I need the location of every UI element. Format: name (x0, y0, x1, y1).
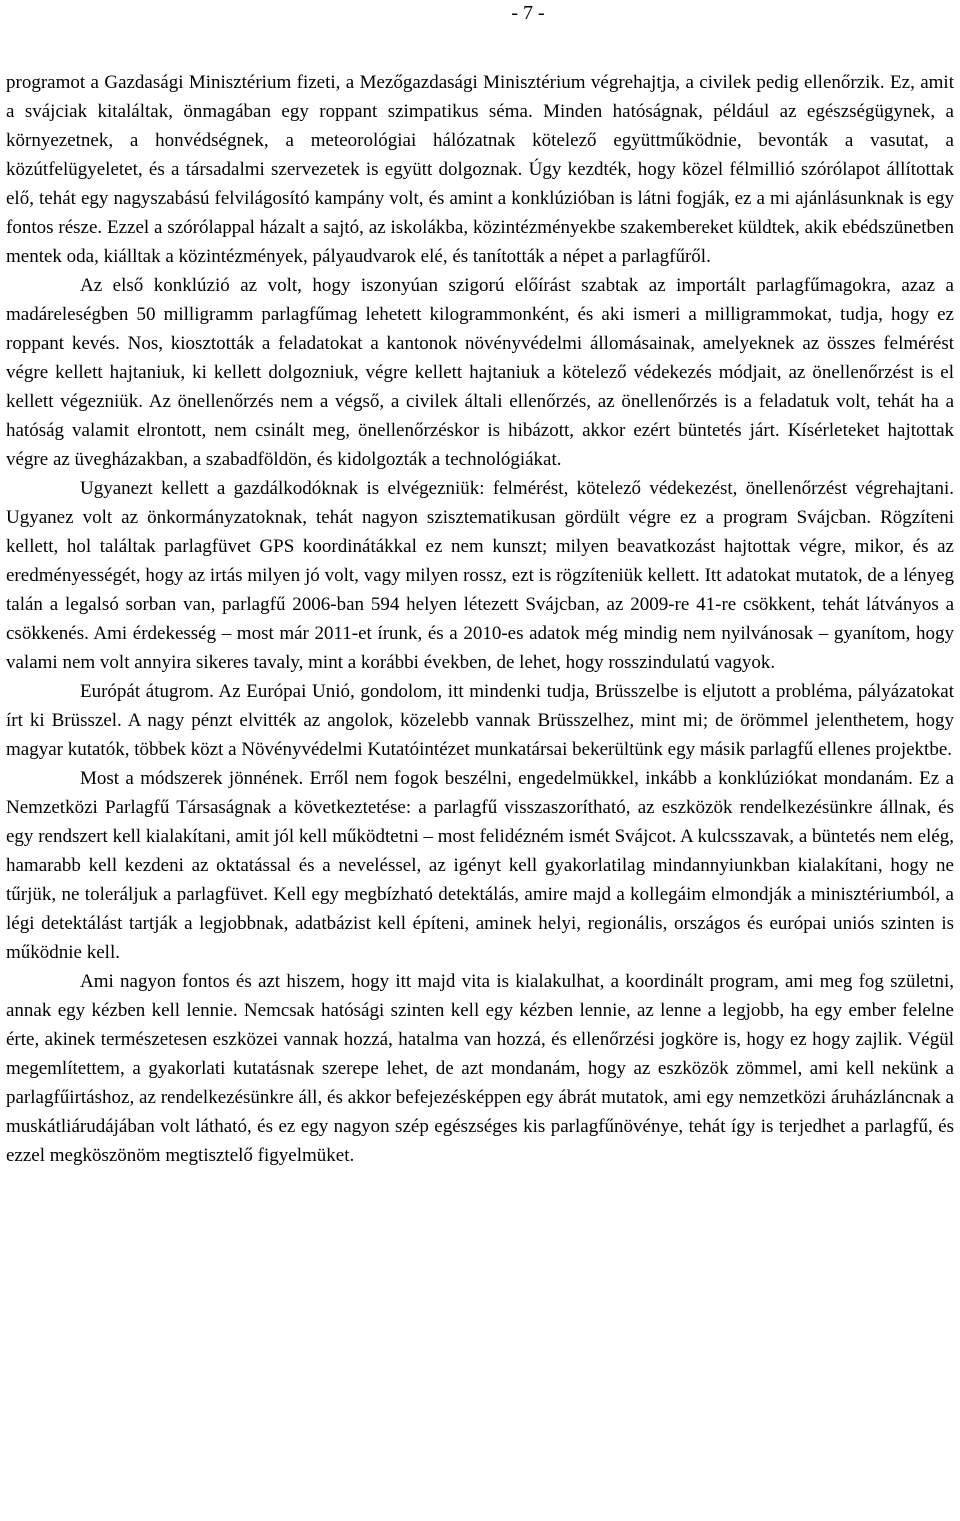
paragraph-1: programot a Gazdasági Minisztérium fizeti, a Mezőgazdasági Minisztérium végrehajtja, a civilek pedig ellenőrzik. Ez, amit a svájciak kitaláltak, önmagában egy roppant szimpatikus séma. Minden hatóságnak, például az egészségügynek, a környezetnek, a honvédségnek, a meteorológiai hálózatnak kötelező együttműködnie, bevonták a vasutat, a közútfelügyeletet, és a társadalmi szervezetek is együtt dolgoznak. Úgy kezdték, hogy közel félmillió szórólapot állítottak elő, tehát egy nagyszabású felvilágosító kampány volt, és amint a konklúzióban is látni fogják, ez a mi ajánlásunknak is egy fontos része. Ezzel a szórólappal házalt a sajtó, az iskolákba, közintézményekbe szakembereket küldtek, akik ebédszünetben mentek oda, kiálltak a közintézmények, pályaudvarok elé, és tanították a népet a parlagfűről. (6, 72, 954, 267)
paragraph-2: Az első konklúzió az volt, hogy iszonyúan szigorú előírást szabtak az importált parlagfűmagokra, azaz a madáreleségben 50 milligramm parlagfűmag lehetett kilogrammonként, és aki ismeri a milligrammokat, tudja, hogy ez roppant kevés. Nos, kiosztották a feladatokat a kantonok növényvédelmi állomásainak, amelyeknek az összes felmérést végre kellett hajtaniuk, ki kellett dolgozniuk, végre kellett hajtaniuk a kötelező védekezés módjait, az önellenőrzést is el kellett végezniük. Az önellenőrzés nem a végső, a civilek általi ellenőrzés, az önellenőrzés is a feladatuk volt, tehát ha a hatóság valamit elrontott, nem csinált meg, önellenőrzéskor is hibázott, akkor ezért büntetés járt. Kísérleteket hajtottak végre az üvegházakban, a szabadföldön, és kidolgozták a technológiákat. (6, 275, 954, 470)
paragraph-3: Ugyanezt kellett a gazdálkodóknak is elvégezniük: felmérést, kötelező védekezést, önellenőrzést végrehajtani. Ugyanez volt az önkormányzatoknak, tehát nagyon szisztematikusan gördült végre ez a program Svájcban. Rögzíteni kellett, hol találtak parlagfüvet GPS koordinátákkal ez nem kunszt; milyen beavatkozást hajtottak végre, mikor, és az eredményességét, hogy az irtás milyen jó volt, vagy milyen rossz, ezt is rögzíteniük kellett. Itt adatokat mutatok, de a lényeg talán a legalsó sorban van, parlagfű 2006-ban 594 helyen létezett Svájcban, az 2009-re 41-re csökkent, tehát látványos a csökkenés. Ami érdekesség – most már 2011-et írunk, és a 2010-es adatok még mindig nem nyilvánosak – gyanítom, hogy valami nem volt annyira sikeres tavaly, mint a korábbi években, de lehet, hogy rosszindulatú vagyok. (6, 478, 954, 673)
body-text (6, 68, 954, 1170)
paragraph-4: Európát átugrom. Az Európai Unió, gondolom, itt mindenki tudja, Brüsszelbe is eljutott a probléma, pályázatokat írt ki Brüsszel. A nagy pénzt elvitték az angolok, közelebb vannak Brüsszelhez, mint mi; de örömmel jelenthetem, hogy magyar kutatók, többek közt a Növényvédelmi Kutatóintézet munkatársai bekerültünk egy másik parlagfű ellenes projektbe. (6, 681, 954, 760)
paragraph-5: Most a módszerek jönnének. Erről nem fogok beszélni, engedelmükkel, inkább a konklúziókat mondanám. Ez a Nemzetközi Parlagfű Társaságnak a következtetése: a parlagfű visszaszorítható, az eszközök rendelkezésünkre állnak, és egy rendszert kell kialakítani, amit jól kell működtetni – most felidézném ismét Svájcot. A kulcsszavak, a büntetés nem elég, hamarabb kell kezdeni az oktatással és a neveléssel, az igényt kell gyakorlatilag mindannyiunkban kialakítani, hogy ne tűrjük, ne toleráljuk a parlagfüvet. Kell egy megbízható detektálás, amire majd a kollegáim elmondják a minisztériumból, a légi detektálást tartják a legjobbnak, adatbázist kell építeni, aminek helyi, regionális, országos és európai uniós szinten is működnie kell. (6, 768, 954, 963)
paragraph-6: Ami nagyon fontos és azt hiszem, hogy itt majd vita is kialakulhat, a koordinált program, ami meg fog születni, annak egy kézben kell lennie. Nemcsak hatósági szinten kell egy kézben lennie, az lenne a legjobb, ha egy ember felelne érte, akinek természetesen eszközei vannak hozzá, hatalma van hozzá, és ellenőrzési jogköre is, hogy ez hogy zajlik. Végül megemlítettem, a gyakorlati kutatásnak szerepe lehet, de azt mondanám, hogy az eszközök zömmel, ami kell nekünk a parlagfűirtáshoz, az rendelkezésünkre áll, és akkor befejezésképpen egy ábrát mutatok, ami egy nemzetközi áruházláncnak a muskátliárudájában volt látható, és ez egy nagyon szép egészséges kis parlagfűnövénye, tehát így is terjedhet a parlagfű, és ezzel megköszönöm megtisztelő figyelmüket. (6, 971, 954, 1166)
page-number: - 7 - (511, 2, 545, 24)
